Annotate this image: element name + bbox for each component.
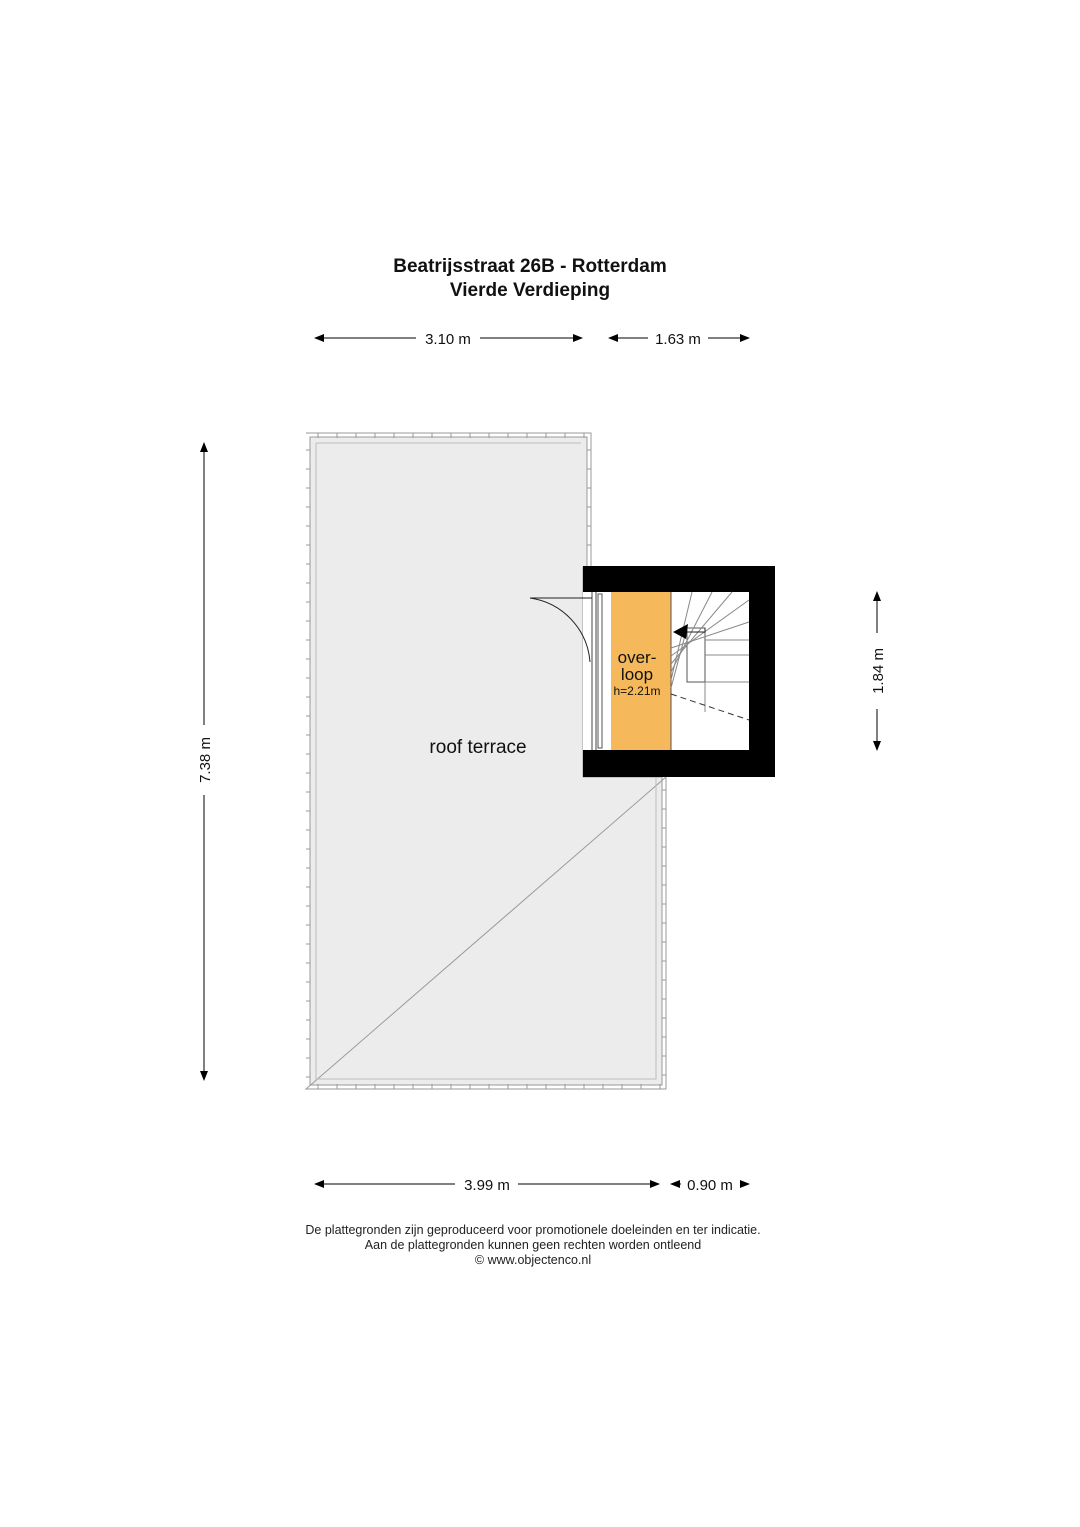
- landing-label-line2: loop: [620, 665, 654, 684]
- copyright-line: © www.objectenco.nl: [474, 1253, 592, 1267]
- dim-top-right-label: 1.63 m: [655, 331, 701, 348]
- plan-title: Beatrijsstraat 26B - Rotterdam: [393, 256, 667, 277]
- door-glass: [598, 594, 602, 748]
- door-opening: [583, 592, 596, 750]
- dim-top-left-label: 3.10 m: [425, 331, 471, 348]
- terrace-label: roof terrace: [429, 737, 527, 758]
- disclaimer-line-1: De plattegronden zijn geproduceerd voor promotionele doeleinden en ter indicatie.: [305, 1223, 761, 1237]
- landing-label-line1: over-: [617, 648, 657, 667]
- dim-bottom-left-label: 3.99 m: [464, 1177, 510, 1194]
- dim-bottom-right-label: 0.90 m: [687, 1177, 733, 1194]
- disclaimer-line-2: Aan de plattegronden kunnen geen rechten worden ontleend: [364, 1238, 702, 1252]
- floor-title: Vierde Verdieping: [449, 280, 611, 301]
- dim-right-label: 1.84 m: [870, 648, 887, 694]
- landing-height-label: h=2.21m: [613, 684, 661, 698]
- dim-left-label: 7.38 m: [197, 737, 214, 783]
